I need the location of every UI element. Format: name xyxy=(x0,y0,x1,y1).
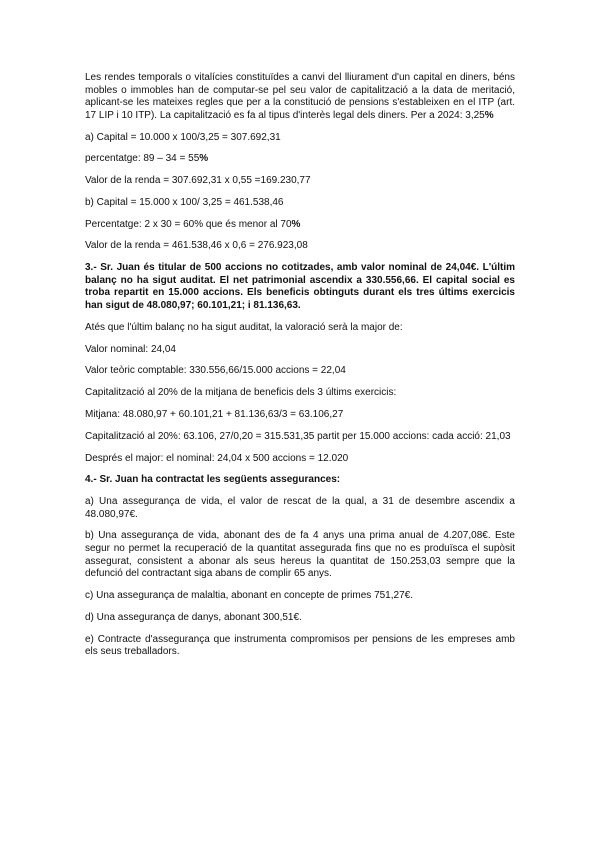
calc-line-a-percentage: percentatge: 89 – 34 = 55% xyxy=(85,153,209,165)
calc-line-b-percentage: Percentatge: 2 x 30 = 60% que és menor al 70% xyxy=(85,218,301,230)
calc-line-a-capital: a) Capital = 10.000 x 100/3,25 = 307.692,31 xyxy=(85,131,281,143)
document-page xyxy=(85,72,515,668)
q3-line-book-value: Valor teòric comptable: 330.556,66/15.000 accions = 22,04 xyxy=(85,365,346,377)
question-4-heading: 4.- Sr. Juan ha contractat les següents assegurances: xyxy=(85,474,341,486)
q3-line-nominal: Valor nominal: 24,04 xyxy=(85,343,176,355)
calc-line-a-value: Valor de la renda = 307.692,31 x 0,55 =169.230,77 xyxy=(85,175,311,187)
q4-item-a: a) Una assegurança de vida, el valor de rescat de la qual, a 31 de desembre ascendix a 48.080,97€. xyxy=(85,496,515,520)
q3-line-intro: Atés que l'últim balanç no ha sigut auditat, la valoració serà la major de: xyxy=(85,321,403,333)
q3-line-result: Després el major: el nominal: 24,04 x 500 accions = 12.020 xyxy=(85,452,349,464)
calc-line-b-capital: b) Capital = 15.000 x 100/ 3,25 = 461.538,46 xyxy=(85,196,284,208)
question-3-heading: 3.- Sr. Juan és titular de 500 accions no cotitzades, amb valor nominal de 24,04€. L'últim balanç no ha sigut auditat. El net patrimonial ascendix a 330.556,66. El capital social es troba repartit en 15.000 accions. Els beneficis obtinguts durant els tres últims exercicis han sigut de 48.080,97; 60.101,21; i 81.136,63. xyxy=(85,262,515,312)
q4-item-b: b) Una assegurança de vida, abonant des de fa 4 anys una prima anual de 4.207,08€. Este segur no permet la recuperació de la quantitat assegurada fins que no es produïsca el supòsit assegurat, consistent a abonar als seus hereus la quantitat de 150.253,03 sempre que la defunció del contractant siga abans de complir 65 anys. xyxy=(85,530,515,580)
q3-line-average: Mitjana: 48.080,97 + 60.101,21 + 81.136,63/3 = 63.106,27 xyxy=(85,408,344,420)
q3-line-capitalization-title: Capitalització al 20% de la mitjana de beneficis dels 3 últims exercicis: xyxy=(85,387,397,399)
q4-item-c: c) Una assegurança de malaltia, abonant en concepte de primes 751,27€. xyxy=(85,590,413,601)
q3-line-capitalization: Capitalització al 20%: 63.106, 27/0,20 = 315.531,35 partit per 15.000 accions: cada acció: 21,03 xyxy=(85,430,511,442)
intro-text: Les rendes temporals o vitalícies constituïdes a canvi del lliurament d'un capital en diners, béns mobles o immobles han de computar-se pel seu valor de capitalització a la data de meritació, aplicant-se les mateixes regles que per a la constitució de pensions s'estableixen en el ITP (art. 17 LIP i 10 ITP). La capitalització es fa al tipus d'interès legal dels diners. Per a 2024: 3,25 xyxy=(85,72,515,121)
q4-item-e: e) Contracte d'assegurança que instrumenta compromisos per pensions de les empreses amb els seus treballadors. xyxy=(85,633,515,658)
q4-item-d: d) Una assegurança de danys, abonant 300,51€. xyxy=(85,611,302,623)
intro-paragraph xyxy=(85,72,515,122)
calc-line-b-value: Valor de la renda = 461.538,46 x 0,6 = 276.923,08 xyxy=(85,240,308,252)
intro-percent: % xyxy=(484,109,494,121)
